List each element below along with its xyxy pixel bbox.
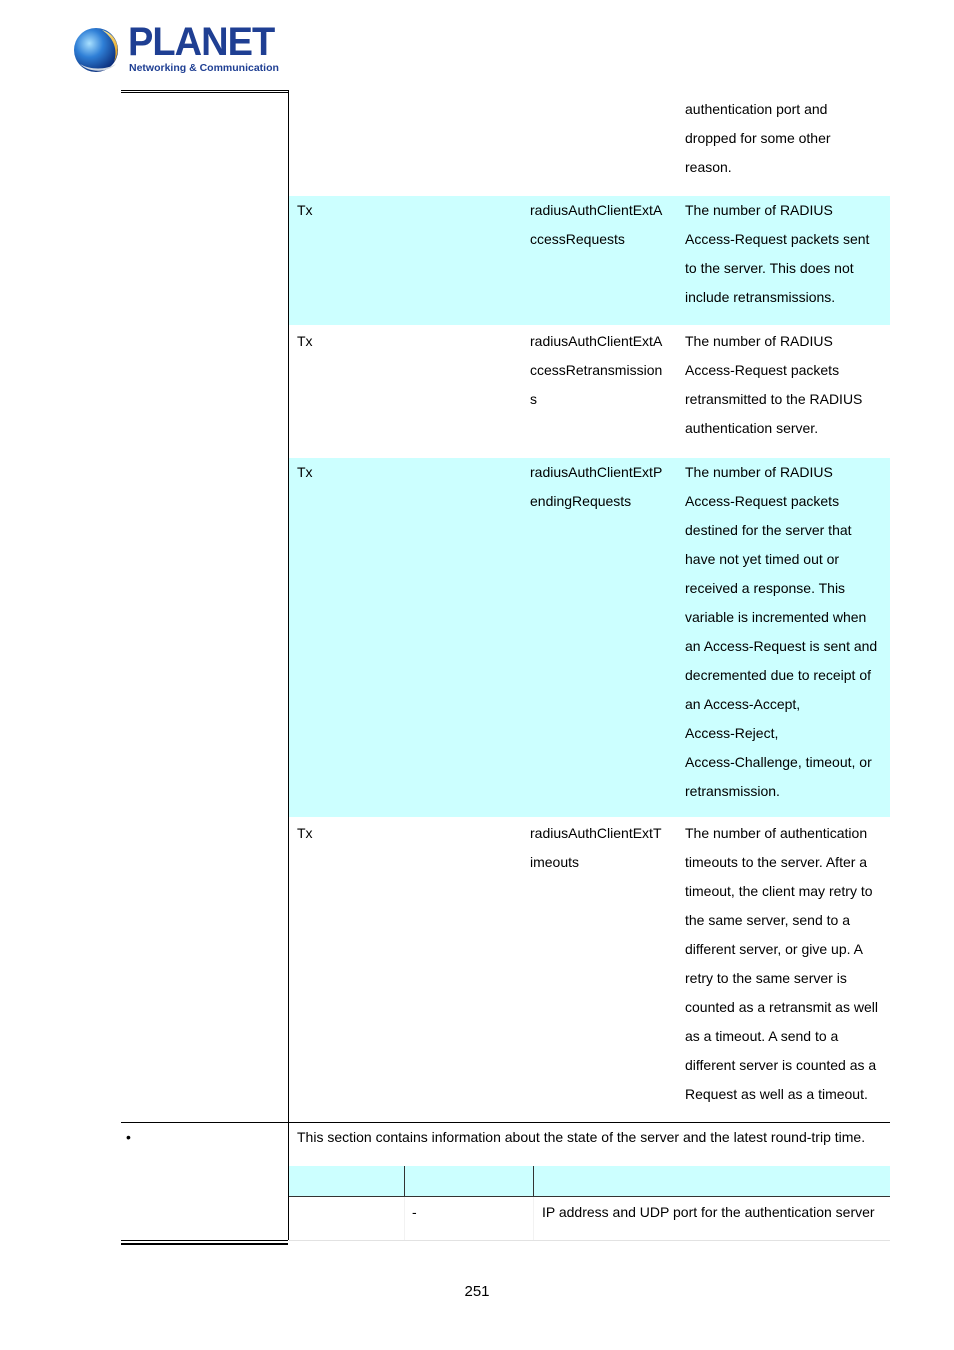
description-line: Access-Challenge, timeout, or (685, 754, 872, 770)
description-line: an Access-Request is sent and (685, 638, 878, 654)
description-line: Access-Reject, (685, 725, 779, 741)
description-line: include retransmissions. (685, 289, 836, 305)
description-line: retransmitted to the RADIUS (685, 391, 863, 407)
description-line: different server, or give up. A (685, 941, 863, 957)
description-line: destined for the server that (685, 522, 852, 538)
object-line: radiusAuthClientExtT (530, 825, 662, 841)
table-row (289, 95, 890, 195)
object-line: s (530, 391, 537, 407)
description-line: authentication port and (685, 101, 828, 117)
table-row (289, 819, 890, 1119)
description-line: dropped for some other (685, 130, 831, 146)
description-line: have not yet timed out or (685, 551, 840, 567)
description-line: different server is counted as a (685, 1057, 877, 1073)
description-line: as a timeout. A send to a (685, 1028, 839, 1044)
table-bottom-rule-thick (121, 1243, 288, 1245)
description-line: Request as well as a timeout. (685, 1086, 868, 1102)
page-number: 251 (464, 1283, 490, 1300)
subtable-description-cell: IP address and UDP port for the authentication server (542, 1204, 875, 1220)
bullet-marker: • (126, 1129, 131, 1145)
description-cell (685, 458, 890, 806)
description-line: received a response. This (685, 580, 846, 596)
object-line: ccessRetransmission (530, 362, 663, 378)
object-line: radiusAuthClientExtP (530, 464, 663, 480)
description-cell (685, 95, 890, 182)
object-cell (530, 327, 676, 414)
column-separator (533, 1166, 534, 1196)
description-cell (685, 196, 890, 312)
column-separator (404, 1197, 405, 1240)
description-line: The number of authentication (685, 825, 868, 841)
subtable-header (289, 1166, 890, 1197)
section-description: This section contains information about the state of the server and the latest round-trip time. (297, 1129, 866, 1145)
description-line: The number of RADIUS (685, 464, 833, 480)
direction-cell: Tx (297, 464, 313, 480)
logo-tagline: Networking & Communication (129, 62, 279, 74)
description-line: the same server, send to a (685, 912, 850, 928)
description-line: an Access-Accept, (685, 696, 801, 712)
description-line: authentication server. (685, 420, 819, 436)
direction-cell: Tx (297, 825, 313, 841)
description-cell (685, 327, 890, 443)
object-line: ccessRequests (530, 231, 625, 247)
table-bottom-rule (121, 1240, 288, 1241)
object-line: endingRequests (530, 493, 632, 509)
description-line: Access-Request packets (685, 362, 840, 378)
description-cell (685, 819, 890, 1109)
description-line: timeout, the client may retry to (685, 883, 873, 899)
object-cell (530, 819, 676, 877)
description-line: Access-Request packets sent (685, 231, 870, 247)
column-separator (404, 1166, 405, 1196)
description-line: timeouts to the server. After a (685, 854, 868, 870)
logo-wordmark: PLANET (128, 20, 275, 64)
direction-cell: Tx (297, 333, 313, 349)
description-line: counted as a retransmit as well (685, 999, 878, 1015)
column-separator (533, 1197, 534, 1240)
table-row (289, 327, 890, 456)
table-top-rule (121, 90, 289, 91)
object-line: radiusAuthClientExtA (530, 333, 663, 349)
description-line: variable is incremented when (685, 609, 867, 625)
planet-globe-icon (72, 24, 124, 76)
description-line: Access-Request packets (685, 493, 840, 509)
object-line: radiusAuthClientExtA (530, 202, 663, 218)
table-row (289, 196, 890, 325)
description-line: reason. (685, 159, 732, 175)
table-top-rule-inner (121, 92, 289, 93)
description-line: The number of RADIUS (685, 202, 833, 218)
description-line: to the server. This does not (685, 260, 854, 276)
description-line: retransmission. (685, 783, 780, 799)
description-line: The number of RADIUS (685, 333, 833, 349)
description-line: retry to the same server is (685, 970, 847, 986)
object-line: imeouts (530, 854, 580, 870)
planet-logo (72, 20, 279, 78)
direction-cell: Tx (297, 202, 313, 218)
subtable-object-cell: - (412, 1204, 417, 1220)
table-row (289, 458, 890, 817)
object-cell (530, 196, 676, 254)
description-line: decremented due to receipt of (685, 667, 872, 683)
section-divider (121, 1122, 890, 1123)
object-cell (530, 458, 676, 516)
subtable-row (289, 1197, 890, 1241)
